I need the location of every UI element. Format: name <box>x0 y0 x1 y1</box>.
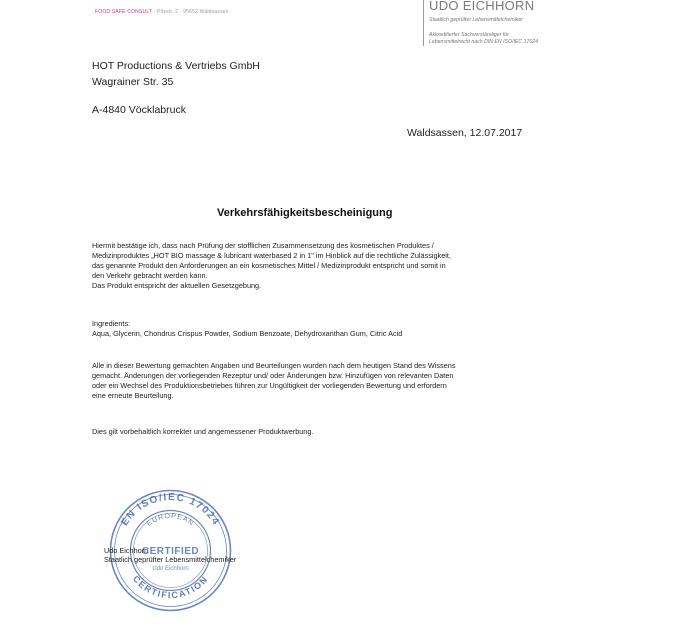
paragraph-line: das genannte Produkt den Anforderungen an ein kosmetisches Mittel / Medizinprodukt entspricht und somit in <box>92 261 446 270</box>
paragraph-confirmation <box>92 241 451 291</box>
svg-text:CERTIFICATION <box>131 574 210 601</box>
paragraph-line: oder ein Wechsel des Produktionsbetriebes führen zur Ungültigkeit der vorliegenden Bewertung und erfordern <box>92 381 447 390</box>
recipient-company: HOT Productions & Vertriebs GmbH <box>92 60 260 72</box>
recipient-street: Wagrainer Str. 35 <box>92 76 174 88</box>
document-title: Verkehrsfähigkeitsbescheinigung <box>217 207 393 219</box>
paragraph-line: gemacht. Änderungen der vorliegenden Rezeptur und/ oder Änderungen bzw. Hinzufügen von relevanten Daten <box>92 371 454 380</box>
accreditation-line: Lebensmittelrecht nach DIN EN ISO/IEC 17024 <box>429 39 538 45</box>
signature-title: Staatlich geprüfter Lebensmittelchemiker <box>104 555 237 564</box>
letterhead-divider <box>423 0 424 46</box>
stamp-center-text: CERTIFIED <box>141 546 200 557</box>
brand-subtitle: Staatlich geprüfter Lebensmittelchemiker <box>429 17 523 23</box>
stamp-top-text: EN ISO/IEC 17024 <box>119 491 222 528</box>
svg-text:EN ISO/IEC 17024 <box>119 492 221 528</box>
paragraph-disclaimer <box>92 361 455 401</box>
paragraph-line: Das Produkt entspricht der aktuellen Gesetzgebung. <box>92 281 262 290</box>
closing-statement: Dies gilt vorbehaltlich korrekter und angemessener Produktwerbung. <box>92 427 314 436</box>
paragraph-line: Hiermit bestätige ich, dass nach Prüfung der stofflichen Zusammensetzung des kosmetischen Produktes / <box>92 241 434 250</box>
brand-name: UDO EICHHORN <box>429 0 535 13</box>
stamp-bottom-text: CERTIFICATION <box>130 573 211 601</box>
ingredients-label: Ingredients: <box>92 319 131 328</box>
recipient-city: A-4840 Vöcklabruck <box>92 104 186 116</box>
place-date: Waldsassen, 12.07.2017 <box>407 127 523 139</box>
paragraph-line: den Verkehr gebracht werden kann. <box>92 271 208 280</box>
accreditation-text <box>429 32 629 46</box>
sender-line-name: FOOD SAFE CONSULT <box>95 9 153 15</box>
sender-line <box>95 9 229 15</box>
ingredients-list: Aqua, Glycerin, Chondrus Crispus Powder, Sodium Benzoate, Dehydroxanthan Gum, Citric Acid <box>92 329 403 338</box>
paragraph-line: eine erneute Beurteilung. <box>92 391 174 400</box>
stamp-name-text: Udo Eichhorn <box>152 566 189 572</box>
paragraph-line: Alle in dieser Bewertung gemachten Angaben und Beurteilungen wurden nach dem heutigen Stand des Wissens <box>92 361 456 370</box>
sender-line-address: · Pilzstr. 2 · 95652 Waldsassen <box>152 9 229 15</box>
signature-name: Udo Eichhorn <box>104 546 149 555</box>
accreditation-line: Akkreditierter Sachverständiger für <box>429 32 509 38</box>
paragraph-line: Medizinproduktes „HOT BIO massage & lubricant waterbased 2 in 1" im Hinblick auf die rechtliche Zulässigkeit, <box>92 251 451 260</box>
stamp-inner-text: EUROPEAN <box>145 512 196 528</box>
